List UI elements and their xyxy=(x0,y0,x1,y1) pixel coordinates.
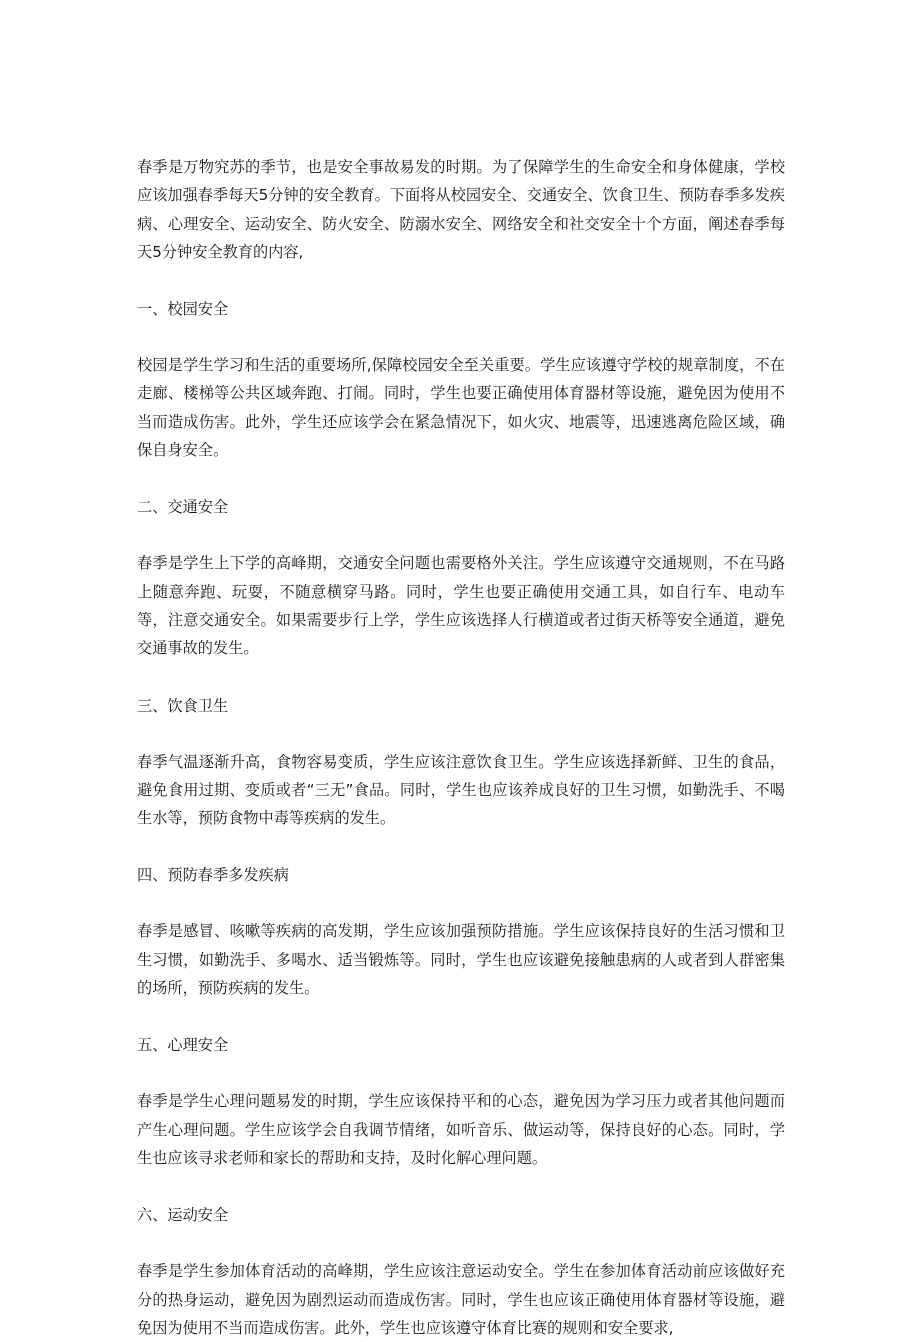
section-body-disease-prevention: 春季是感冒、咳嗽等疾病的高发期，学生应该加强预防措施。学生应该保持良好的生活习惯和卫生习惯，如勤洗手、多喝水、适当锻炼等。同时，学生也应该避免接触患病的人或者到人群密集的场所，预防疾病的发生。 xyxy=(137,922,785,998)
section-heading-mental-safety: 五、心理安全 xyxy=(137,1036,229,1055)
section-body-mental-safety: 春季是学生心理问题易发的时期，学生应该保持平和的心态，避免因为学习压力或者其他问题而产生心理问题。学生应该学会自我调节情绪，如听音乐、做运动等，保持良好的心态。同时，学生也应该寻求老师和家长的帮助和支持，及时化解心理问题。 xyxy=(137,1092,785,1167)
section-heading-campus: 一、校园安全 xyxy=(137,300,229,319)
section-body-food-hygiene: 春季气温逐渐升高，食物容易变质，学生应该注意饮食卫生。学生应该选择新鲜、卫生的食品，避免食用过期、变质或者“三无”食品。同时，学生也应该养成良好的卫生习惯，如勤洗手、不喝生水等，预防食物中毒等疾病的发生。 xyxy=(137,752,785,828)
intro-paragraph: 春季是万物究苏的季节，也是安全事故易发的时期。为了保障学生的生命安全和身体健康，学校应该加强春季每天5分钟的安全教育。下面将从校园安全、交通安全、饮食卫生、预防春季多发疾病、心理安全、运动安全、防火安全、防溺水安全、网络安全和社交安全十个方面，阐述春季每天5分钟安全教育的内容, xyxy=(137,158,785,261)
document-page xyxy=(137,153,785,1342)
section-body-sports-safety: 春季是学生参加体育活动的高峰期，学生应该注意运动安全。学生在参加体育活动前应该做好充分的热身运动，避免因为剧烈运动而造成伤害。同时，学生也应该正确使用体育器材等设施，避免因为使用不当而造成伤害。此外，学生也应该遵守体育比赛的规则和安全要求, xyxy=(137,1262,785,1337)
section-heading-traffic: 二、交通安全 xyxy=(137,498,229,517)
section-body-traffic: 春季是学生上下学的高峰期，交通安全问题也需要格外关注。学生应该遵守交通规则，不在马路上随意奔跑、玩耍，不随意横穿马路。同时，学生也要正确使用交通工具，如自行车、电动车等，注意交通安全。如果需要步行上学，学生应该选择人行横道或者过街天桥等安全通道，避免交通事故的发生。 xyxy=(137,554,785,658)
section-heading-food-hygiene: 三、饮食卫生 xyxy=(137,696,229,715)
section-body-campus: 校园是学生学习和生活的重要场所,保障校园安全至关重要。学生应该遵守学校的规章制度，不在走廊、楼梯等公共区域奔跑、打闹。同时，学生也要正确使用体育器材等设施，避免因为使用不当而造成伤害。此外，学生还应该学会在紧急情况下，如火灾、地震等，迅速逃离危险区域，确保自身安全。 xyxy=(137,356,785,460)
section-heading-disease-prevention: 四、预防春季多发疾病 xyxy=(137,866,289,885)
section-heading-sports-safety: 六、运动安全 xyxy=(137,1206,229,1225)
